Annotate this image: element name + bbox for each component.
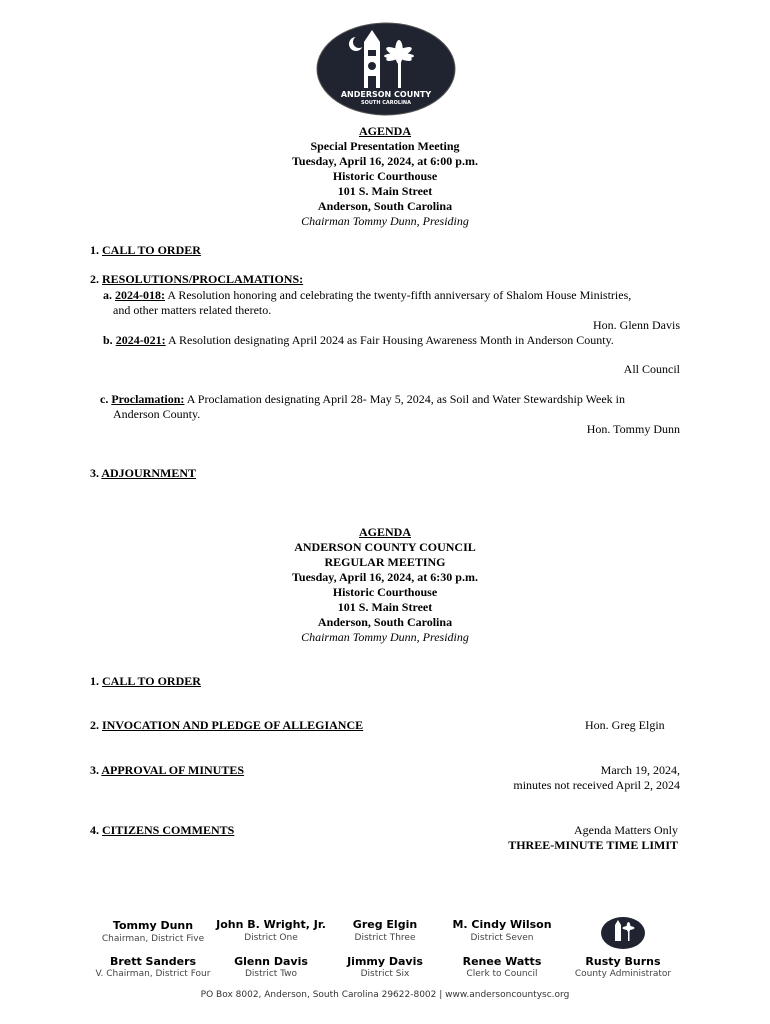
logo-text-line2: SOUTH CAROLINA bbox=[361, 100, 411, 106]
item-label: CALL TO ORDER bbox=[102, 674, 201, 688]
item-number: 4. bbox=[90, 823, 102, 837]
resolution-b-sponsor: All Council bbox=[623, 362, 680, 376]
member-name: Renee Watts bbox=[462, 955, 542, 968]
item-letter: b. bbox=[103, 333, 116, 347]
meeting-presiding: Chairman Tommy Dunn, Presiding bbox=[301, 214, 469, 228]
regular-item-minutes bbox=[90, 763, 244, 778]
meeting-venue: Historic Courthouse bbox=[332, 585, 438, 599]
item-label: APPROVAL OF MINUTES bbox=[101, 763, 245, 777]
agenda-item-adjournment bbox=[90, 466, 196, 481]
item-label: RESOLUTIONS/PROCLAMATIONS: bbox=[102, 272, 304, 286]
agenda-heading: AGENDA bbox=[358, 525, 411, 539]
item-letter: a. bbox=[103, 288, 115, 302]
proclamation-c-cont: Anderson County. bbox=[113, 407, 201, 421]
county-logo bbox=[316, 22, 456, 116]
member-role: District Three bbox=[354, 933, 416, 943]
item-number: 3. bbox=[90, 763, 102, 777]
resolution-text: A Resolution designating April 2024 as Fair Housing Awareness Month in Anderson County. bbox=[165, 333, 614, 347]
meeting-street: 101 S. Main Street bbox=[337, 184, 433, 198]
regular-meeting-header bbox=[0, 525, 770, 645]
item-label: CITIZENS COMMENTS bbox=[102, 823, 235, 837]
resolution-a-sponsor: Hon. Glenn Davis bbox=[593, 318, 680, 332]
item-letter: c. bbox=[100, 392, 112, 406]
special-meeting-header bbox=[0, 124, 770, 229]
item-label: ADJOURNMENT bbox=[101, 466, 197, 480]
proclamation-text: A Proclamation designating April 28- May 5, 2024, as Soil and Water Stewardship Week in bbox=[184, 392, 626, 406]
member-name: Greg Elgin bbox=[352, 918, 418, 931]
meeting-date: Tuesday, April 16, 2024, at 6:00 p.m. bbox=[292, 154, 478, 168]
invocation-speaker: Hon. Greg Elgin bbox=[585, 718, 665, 732]
resolution-code: 2024-018: bbox=[115, 288, 165, 302]
meeting-presiding: Chairman Tommy Dunn, Presiding bbox=[301, 630, 469, 644]
resolution-a bbox=[103, 288, 631, 303]
agenda-item-resolutions bbox=[90, 272, 303, 287]
meeting-city: Anderson, South Carolina bbox=[317, 615, 453, 629]
member-role: District Six bbox=[360, 969, 410, 979]
item-number: 1. bbox=[90, 243, 102, 257]
member-role: District Two bbox=[244, 969, 298, 979]
member-name: M. Cindy Wilson bbox=[452, 918, 552, 931]
member-role: Clerk to Council bbox=[466, 969, 538, 979]
member-role: District One bbox=[244, 933, 298, 943]
resolution-text: A Resolution honoring and celebrating the twenty-fifth anniversary of Shalom House Ministries, bbox=[165, 288, 632, 302]
meeting-type: REGULAR MEETING bbox=[324, 555, 446, 569]
item-label: INVOCATION AND PLEDGE OF ALLEGIANCE bbox=[102, 718, 364, 732]
proclamation-c bbox=[100, 392, 625, 407]
proclamation-code: Proclamation: bbox=[111, 392, 185, 406]
member-name: Tommy Dunn bbox=[112, 919, 194, 932]
member-name: Brett Sanders bbox=[109, 955, 197, 968]
minutes-note: minutes not received April 2, 2024 bbox=[513, 778, 680, 792]
item-number: 1. bbox=[90, 674, 102, 688]
item-number: 3. bbox=[90, 466, 102, 480]
regular-item-invocation bbox=[90, 718, 363, 733]
agenda-heading: AGENDA bbox=[358, 124, 411, 138]
member-role: V. Chairman, District Four bbox=[95, 969, 211, 979]
meeting-type: Special Presentation Meeting bbox=[310, 139, 460, 153]
member-role: Chairman, District Five bbox=[101, 934, 205, 944]
member-role: District Seven bbox=[470, 933, 534, 943]
comments-scope: Agenda Matters Only bbox=[574, 823, 678, 837]
comments-time-limit: THREE-MINUTE TIME LIMIT bbox=[508, 838, 678, 852]
member-name: Rusty Burns bbox=[585, 955, 661, 968]
meeting-venue: Historic Courthouse bbox=[332, 169, 438, 183]
member-role: County Administrator bbox=[574, 969, 672, 979]
meeting-date: Tuesday, April 16, 2024, at 6:30 p.m. bbox=[292, 570, 478, 584]
logo-text-line1: ANDERSON COUNTY bbox=[340, 90, 432, 99]
member-name: Glenn Davis bbox=[234, 955, 308, 968]
proclamation-c-sponsor: Hon. Tommy Dunn bbox=[586, 422, 680, 436]
county-seal-icon bbox=[600, 916, 646, 950]
regular-item-call-to-order bbox=[90, 674, 201, 689]
agenda-item-call-to-order bbox=[90, 243, 201, 258]
member-name: John B. Wright, Jr. bbox=[216, 918, 326, 931]
council-name: ANDERSON COUNTY COUNCIL bbox=[294, 540, 476, 554]
resolution-b bbox=[103, 333, 614, 348]
meeting-street: 101 S. Main Street bbox=[337, 600, 433, 614]
item-label: CALL TO ORDER bbox=[102, 243, 201, 257]
minutes-date: March 19, 2024, bbox=[600, 763, 680, 777]
regular-item-citizens-comments bbox=[90, 823, 234, 838]
item-number: 2. bbox=[90, 718, 102, 732]
footer-address: PO Box 8002, Anderson, South Carolina 29622-8002 | www.andersoncountysc.org bbox=[200, 990, 570, 1000]
resolution-a-cont: and other matters related thereto. bbox=[113, 303, 272, 317]
resolution-code: 2024-021: bbox=[115, 333, 166, 347]
member-name: Jimmy Davis bbox=[347, 955, 423, 968]
item-number: 2. bbox=[90, 272, 102, 286]
meeting-city: Anderson, South Carolina bbox=[317, 199, 453, 213]
